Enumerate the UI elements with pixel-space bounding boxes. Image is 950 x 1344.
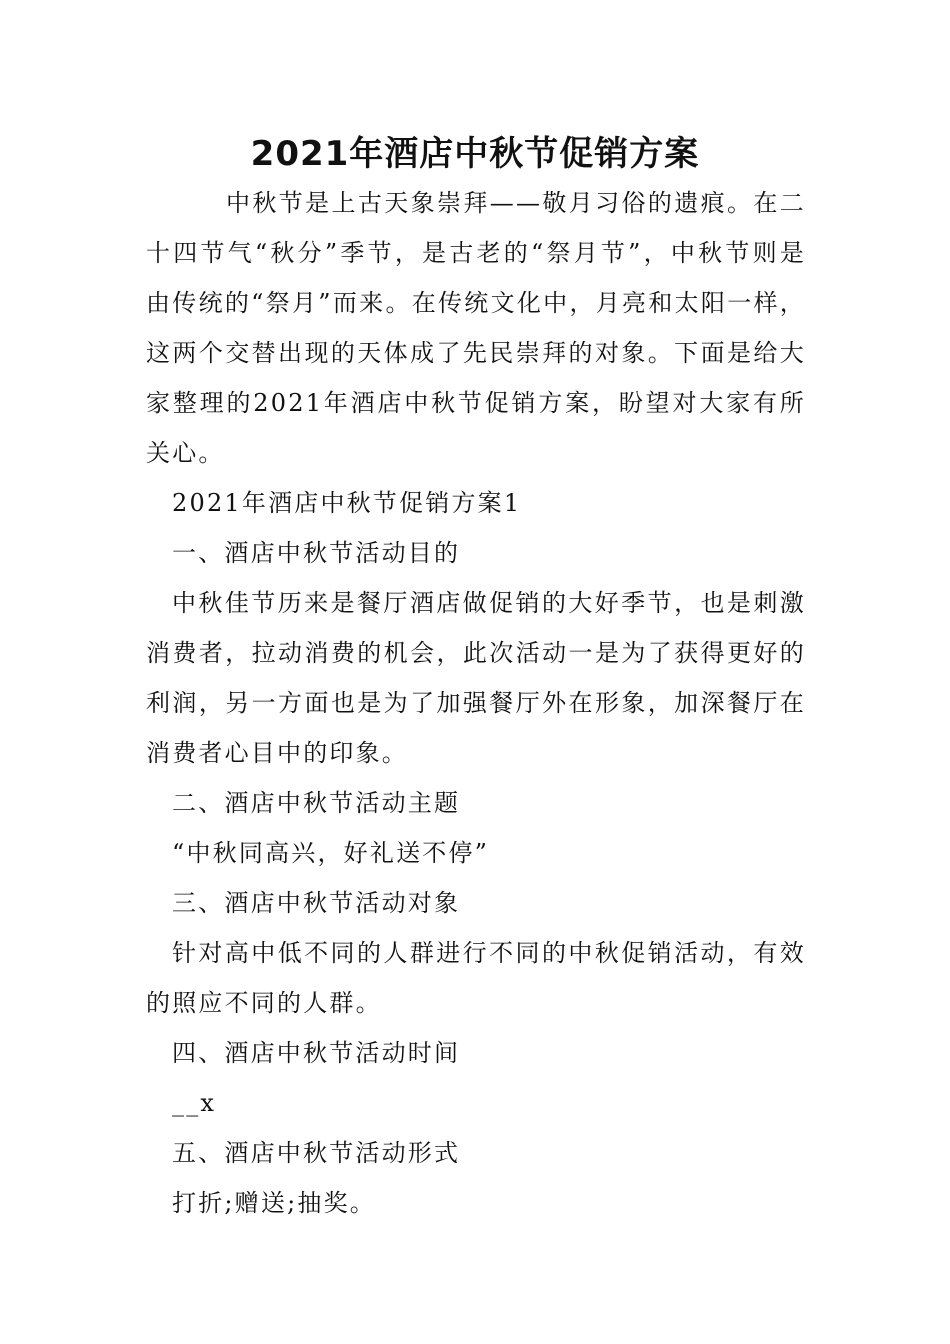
heading-theme: 二、酒店中秋节活动主题 (172, 789, 461, 817)
intro-paragraph: 中秋节是上古天象崇拜——敬月习俗的遗痕。在二十四节气“秋分”季节，是古老的“祭月节”，中秋节则是由传统的“祭月”而来。在传统文化中，月亮和太阳一样，这两个交替出现的天体成了先民崇拜的对象。下面是给大家整理的2021年酒店中秋节促销方案，盼望对大家有所关心。 (146, 189, 806, 467)
purpose-paragraph: 中秋佳节历来是餐厅酒店做促销的大好季节，也是刺激消费者，拉动消费的机会，此次活动一是为了获得更好的利润，另一方面也是为了加强餐厅外在形象，加深餐厅在消费者心目中的印象。 (146, 589, 806, 767)
time-value: __x (172, 1089, 217, 1117)
section-title: 2021年酒店中秋节促销方案1 (172, 489, 522, 517)
heading-format: 五、酒店中秋节活动形式 (172, 1139, 461, 1167)
heading-time: 四、酒店中秋节活动时间 (172, 1039, 461, 1067)
theme-text: “中秋同高兴，好礼送不停” (172, 839, 490, 867)
format-text: 打折;赠送;抽奖。 (172, 1189, 376, 1217)
heading-purpose: 一、酒店中秋节活动目的 (172, 539, 461, 567)
audience-paragraph: 针对高中低不同的人群进行不同的中秋促销活动，有效的照应不同的人群。 (146, 939, 806, 1017)
heading-audience: 三、酒店中秋节活动对象 (172, 889, 461, 917)
document-title: 2021年酒店中秋节促销方案 (250, 134, 700, 174)
